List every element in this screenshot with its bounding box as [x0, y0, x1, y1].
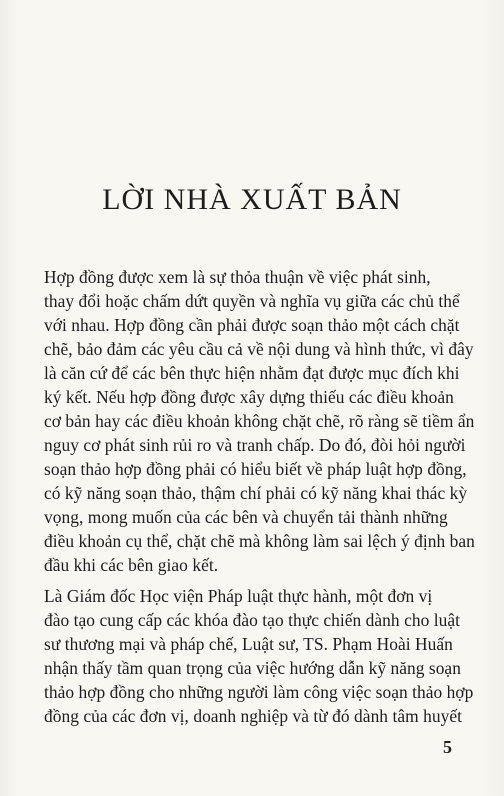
paragraph-1-line-13: đầu khi các bên giao kết. — [44, 555, 219, 575]
paragraph-1-line-3: với nhau. Hợp đồng cần phải được soạn thảo một cách chặt — [44, 315, 460, 335]
page-number: 5 — [443, 737, 452, 757]
paragraph-1-line-9: soạn thảo hợp đồng phải có hiểu biết về pháp luật hợp đồng, — [44, 459, 467, 479]
paragraph-2-line-4: nhận thấy tầm quan trọng của việc hướng dẫn kỹ năng soạn — [44, 658, 461, 678]
paragraph-1-line-6: ký kết. Nếu hợp đồng được xây dựng thiếu các điều khoản — [44, 387, 454, 407]
paragraph-1-line-8: nguy cơ phát sinh rủi ro và tranh chấp. Do đó, đòi hỏi người — [44, 435, 466, 455]
paragraph-1-line-12: điều khoản cụ thể, chặt chẽ mà không làm sai lệch ý định ban — [44, 531, 475, 551]
paragraph-1-line-11: vọng, mong muốn của các bên và chuyển tải thành những — [44, 507, 448, 527]
paragraph-2-line-1: Là Giám đốc Học viện Pháp luật thực hành, một đơn vị — [44, 586, 433, 606]
paragraph-1-line-4: chẽ, bảo đảm các yêu cầu cả về nội dung và hình thức, vì đây — [44, 339, 474, 359]
paragraph-1-line-5: là căn cứ để các bên thực hiện nhằm đạt được mục đích khi — [44, 363, 460, 383]
paragraph-2-line-6: đồng của các đơn vị, doanh nghiệp và từ đó dành tâm huyết — [44, 706, 462, 726]
paragraph-2-line-5: thảo hợp đồng cho những người làm công việc soạn thảo hợp — [44, 682, 474, 702]
paragraph-1-line-10: có kỹ năng soạn thảo, thậm chí phải có kỹ năng khai thác kỳ — [44, 483, 468, 503]
paragraph-1-line-2: thay đổi hoặc chấm dứt quyền và nghĩa vụ giữa các chủ thể — [44, 291, 460, 311]
paragraph-2-line-2: đào tạo cung cấp các khóa đào tạo thực chiến dành cho luật — [44, 610, 461, 630]
paragraph-1-line-7: cơ bản hay các điều khoản không chặt chẽ, rõ ràng sẽ tiềm ẩn — [44, 411, 475, 431]
paragraph-1-line-1: Hợp đồng được xem là sự thỏa thuận về việc phát sinh, — [44, 267, 431, 287]
page-title: LỜI NHÀ XUẤT BẢN — [102, 183, 402, 216]
paragraph-2-line-3: sư thương mại và pháp chế, Luật sư, TS. Phạm Hoài Huấn — [44, 634, 453, 654]
